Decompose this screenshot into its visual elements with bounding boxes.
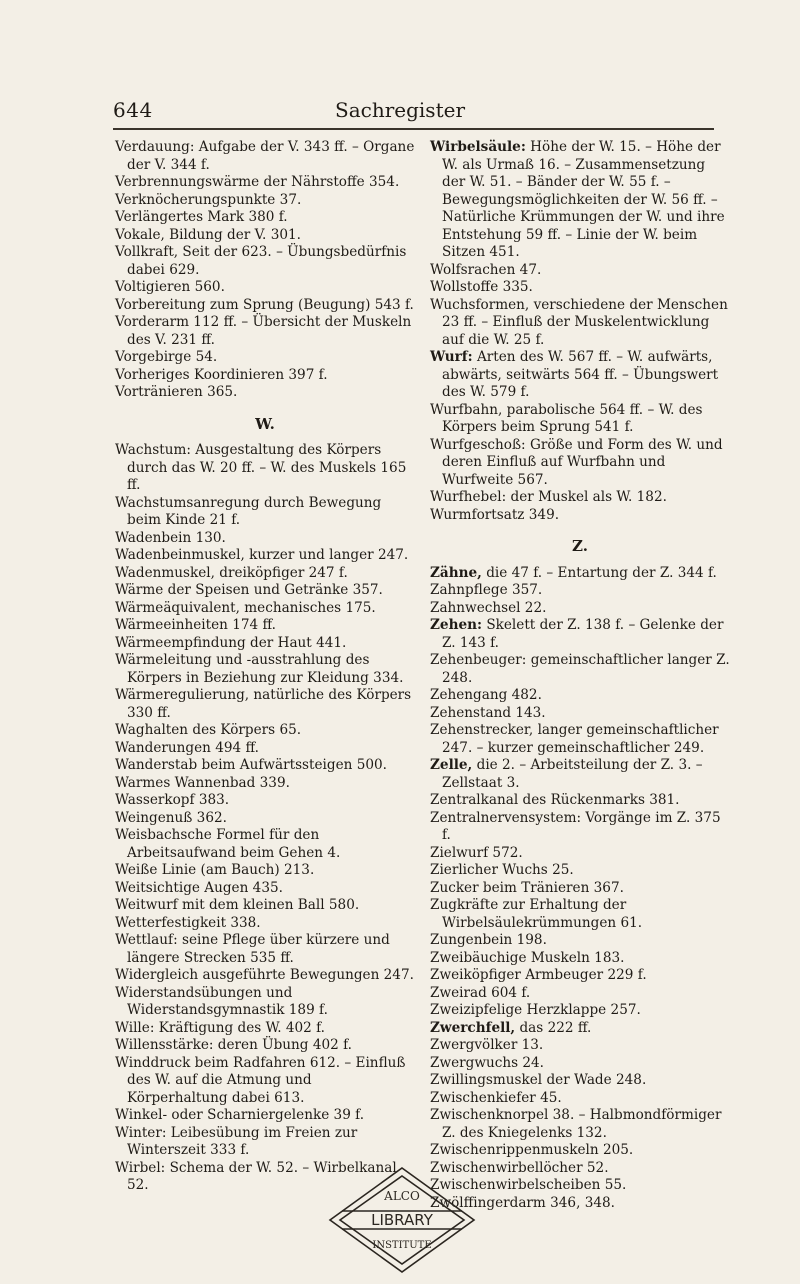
entry-text: Wolfsrachen 47. <box>430 261 542 278</box>
entry-text: Wuchsformen, verschiedene der Menschen 23 ff. – Einfluß der Muskelentwicklung auf die W. 25 f. <box>430 296 728 348</box>
index-entry: Wadenbeinmuskel, kurzer und langer 247. <box>115 547 409 563</box>
entry-text: Wollstoffe 335. <box>430 279 533 295</box>
index-entry: Warmes Wannenbad 339. <box>115 774 290 791</box>
index-entry <box>430 985 730 1003</box>
index-entry: Vorderarm 112 ff. – Übersicht der Muskeln des V. 231 ff. <box>115 314 412 348</box>
index-entry: Wettlauf: seine Pflege über kürzere und längere Strecken 535 ff. <box>115 932 390 966</box>
index-entry: Vorgebirge 54. <box>115 349 218 365</box>
stamp-top-text: ALCO <box>384 1189 420 1203</box>
entry-text: Zwischenwirbelscheiben 55. <box>430 1177 627 1193</box>
entry-text: Zentralkanal des Rückenmarks 381. <box>430 792 680 808</box>
index-entry: Wärme der Speisen und Getränke 357. <box>115 582 383 598</box>
index-entry: Weingenuß 362. <box>115 809 227 826</box>
index-entry <box>430 297 730 350</box>
index-entry: Verbrennungswärme der Nährstoffe 354. <box>115 174 400 190</box>
index-entry <box>430 1142 730 1160</box>
index-entry <box>430 349 730 402</box>
index-entry <box>430 967 730 985</box>
entry-headword: Zelle, <box>430 757 473 773</box>
index-entry <box>430 617 730 652</box>
index-entry: Verdauung: Aufgabe der V. 343 ff. – Organe der V. 344 f. <box>115 139 415 173</box>
index-entry: Wärmeregulierung, natürliche des Körpers 330 ff. <box>115 687 412 721</box>
entry-text: Zwischenkiefer 45. <box>430 1089 562 1106</box>
entry-text: die 47 f. – Entartung der Z. 344 f. <box>481 564 717 581</box>
z-entries <box>430 565 730 1213</box>
index-entry <box>430 932 730 950</box>
entry-text: Zwergwuchs 24. <box>430 1054 545 1071</box>
index-entry: Willensstärke: deren Übung 402 f. <box>115 1037 352 1053</box>
entry-text: das 222 ff. <box>515 1019 592 1036</box>
index-entry <box>430 722 730 757</box>
index-entry <box>430 845 730 863</box>
index-entry: Weiße Linie (am Bauch) 213. <box>115 862 315 878</box>
entry-text: Zwillingsmuskel der Wade 248. <box>430 1072 647 1088</box>
entry-text: Wurmfortsatz 349. <box>430 506 560 523</box>
entry-text: Arten des W. 567 ff. – W. aufwärts, abwärts, seitwärts 564 ff. – Übungswert des W. 579 f. <box>442 349 719 400</box>
index-entry: Wärmeeinheiten 174 ff. <box>115 617 276 633</box>
index-entry <box>430 1002 730 1020</box>
entry-text: Zehenstand 143. <box>430 704 546 721</box>
entry-text: Skelett der Z. 138 f. – Gelenke der Z. 143 f. <box>442 617 724 651</box>
index-entry: Widergleich ausgeführte Bewegungen 247. <box>115 967 414 983</box>
index-entry: Winddruck beim Radfahren 612. – Einfluß des W. auf die Atmung und Körperhaltung dabei 613. <box>115 1054 406 1106</box>
entry-text: Wurfbahn, parabolische 564 ff. – W. des Körpers beim Sprung 541 f. <box>430 401 703 435</box>
entry-text: Zwischenknorpel 38. – Halbmondförmiger Z. des Kniegelenks 132. <box>430 1107 722 1141</box>
index-entry: Vortränieren 365. <box>115 384 238 400</box>
index-entry <box>430 897 730 932</box>
v-entries <box>115 139 415 402</box>
index-entry <box>430 1055 730 1073</box>
entry-text: Zucker beim Tränieren 367. <box>430 879 624 896</box>
index-entry <box>430 950 730 968</box>
index-entry: Weitwurf mit dem kleinen Ball 580. <box>115 897 360 913</box>
entry-text: Zwischenrippenmuskeln 205. <box>430 1142 634 1158</box>
index-entry <box>430 507 730 525</box>
index-entry: Wirbel: Schema der W. 52. – Wirbelkanal 52. <box>115 1159 397 1193</box>
index-entry <box>430 862 730 880</box>
index-entry: Wadenbein 130. <box>115 529 226 546</box>
index-entry: Widerstandsübungen und Widerstandsgymnastik 189 f. <box>115 984 328 1018</box>
entry-text: Zweirad 604 f. <box>430 984 531 1001</box>
index-entry: Voltigieren 560. <box>115 279 225 295</box>
entry-text: Wurfhebel: der Muskel als W. 182. <box>430 489 667 505</box>
library-stamp <box>324 1164 480 1276</box>
stamp-bottom-text: INSTITUTE <box>372 1240 432 1251</box>
entry-text: Zwischenwirbellöcher 52. <box>430 1159 609 1176</box>
entry-text: Zweibäuchige Muskeln 183. <box>430 949 625 966</box>
entry-text: Zehenbeuger: gemeinschaftlicher langer Z. 248. <box>430 652 730 686</box>
entry-text: Zentralnervensystem: Vorgänge im Z. 375 f. <box>430 809 721 843</box>
index-entry <box>430 652 730 687</box>
entry-text: Zwölffingerdarm 346, 348. <box>430 1194 615 1211</box>
index-entry: Wanderungen 494 ff. <box>115 739 259 756</box>
index-entry <box>430 437 730 490</box>
index-entry <box>430 687 730 705</box>
entry-text: Zierlicher Wuchs 25. <box>430 862 574 878</box>
entry-text: Zahnpflege 357. <box>430 582 543 598</box>
index-entry <box>430 1020 730 1038</box>
index-entry <box>430 262 730 280</box>
index-entry <box>430 582 730 600</box>
index-entry: Winkel- oder Scharniergelenke 39 f. <box>115 1107 365 1123</box>
index-entry: Wetterfestigkeit 338. <box>115 914 261 931</box>
index-entry <box>430 705 730 723</box>
stamp-middle-text: LIBRARY <box>371 1211 433 1229</box>
entry-text: Zielwurf 572. <box>430 844 523 861</box>
entry-text: Wurfgeschoß: Größe und Form des W. und deren Einfluß auf Wurfbahn und Wurfweite 567. <box>430 436 723 488</box>
index-entry <box>430 600 730 618</box>
index-entry <box>430 757 730 792</box>
index-entry: Wärmeleitung und -ausstrahlung des Körpers in Beziehung zur Kleidung 334. <box>115 652 404 686</box>
header-rule <box>113 128 714 130</box>
entry-headword: Zwerchfell, <box>430 1019 516 1036</box>
index-entry: Winter: Leibesübung im Freien zur Winterszeit 333 f. <box>115 1124 358 1158</box>
index-entry: Weisbachsche Formel für den Arbeitsaufwand beim Gehen 4. <box>115 827 341 861</box>
entry-headword: Wirbelsäule: <box>430 139 526 155</box>
entry-text: Zweizipfelige Herzklappe 257. <box>430 1002 641 1018</box>
entry-text: Höhe der W. 15. – Höhe der W. als Urmaß 16. – Zusammensetzung der W. 51. – Bänder der W. 55 f. – Bewegungsmöglichkeiten der W. 56 ff. – Natürliche Krümmungen der W. und ihre Entstehung 59 ff. – Linie der W. beim Sitzen 451. <box>442 139 725 260</box>
w-entries-continued <box>430 139 730 524</box>
section-letter-w: W. <box>255 414 275 433</box>
index-entry: Wärmeempfindung der Haut 441. <box>115 634 347 651</box>
index-entry: Wadenmuskel, dreiköpfiger 247 f. <box>115 564 348 581</box>
index-entry: Vorbereitung zum Sprung (Beugung) 543 f. <box>115 296 414 313</box>
index-entry: Vokale, Bildung der V. 301. <box>115 226 301 243</box>
entry-text: Zahnwechsel 22. <box>430 599 547 616</box>
index-entry <box>430 1072 730 1090</box>
index-entry: Wille: Kräftigung des W. 402 f. <box>115 1019 325 1036</box>
w-entries <box>115 442 415 1195</box>
page-number: 644 <box>113 98 153 122</box>
right-column <box>430 139 730 1212</box>
entry-text: Zugkräfte zur Erhaltung der Wirbelsäulekrümmungen 61. <box>430 897 643 931</box>
left-column <box>115 139 415 1195</box>
entry-text: Zehenstrecker, langer gemeinschaftlicher 247. – kurzer gemeinschaftlicher 249. <box>430 722 719 756</box>
index-entry <box>430 1107 730 1142</box>
index-entry <box>430 489 730 507</box>
entry-text: Zehengang 482. <box>430 687 542 703</box>
entry-headword: Zehen: <box>430 617 483 633</box>
entry-text: Zweiköpfiger Armbeuger 229 f. <box>430 967 647 983</box>
section-letter-z: Z. <box>572 537 588 555</box>
index-entry: Vorheriges Koordinieren 397 f. <box>115 366 328 383</box>
index-entry: Weitsichtige Augen 435. <box>115 879 283 896</box>
entry-text: die 2. – Arbeitsteilung der Z. 3. – Zellstaat 3. <box>442 757 703 791</box>
index-entry <box>430 279 730 297</box>
index-entry <box>430 792 730 810</box>
index-entry <box>430 1090 730 1108</box>
index-entry <box>430 565 730 583</box>
index-entry <box>430 1037 730 1055</box>
index-entry: Verlängertes Mark 380 f. <box>115 209 288 225</box>
index-entry <box>430 810 730 845</box>
entry-headword: Wurf: <box>430 349 473 365</box>
index-entry: Wärmeäquivalent, mechanisches 175. <box>115 599 376 616</box>
index-entry <box>430 139 730 262</box>
index-entry <box>430 402 730 437</box>
index-entry: Verknöcherungspunkte 37. <box>115 191 302 208</box>
index-entry: Wachstum: Ausgestaltung des Körpers durch das W. 20 ff. – W. des Muskels 165 ff. <box>115 442 407 493</box>
entry-headword: Zähne, <box>430 564 482 581</box>
index-entry: Waghalten des Körpers 65. <box>115 722 302 738</box>
index-entry: Vollkraft, Seit der 623. – Übungsbedürfnis dabei 629. <box>115 244 407 278</box>
index-entry <box>430 880 730 898</box>
index-entry: Wanderstab beim Aufwärtssteigen 500. <box>115 757 387 773</box>
index-entry: Wasserkopf 383. <box>115 792 230 808</box>
index-entry: Wachstumsanregung durch Bewegung beim Kinde 21 f. <box>115 494 382 528</box>
entry-text: Zwergvölker 13. <box>430 1037 544 1053</box>
entry-text: Zungenbein 198. <box>430 932 547 948</box>
page-title: Sachregister <box>335 98 465 122</box>
